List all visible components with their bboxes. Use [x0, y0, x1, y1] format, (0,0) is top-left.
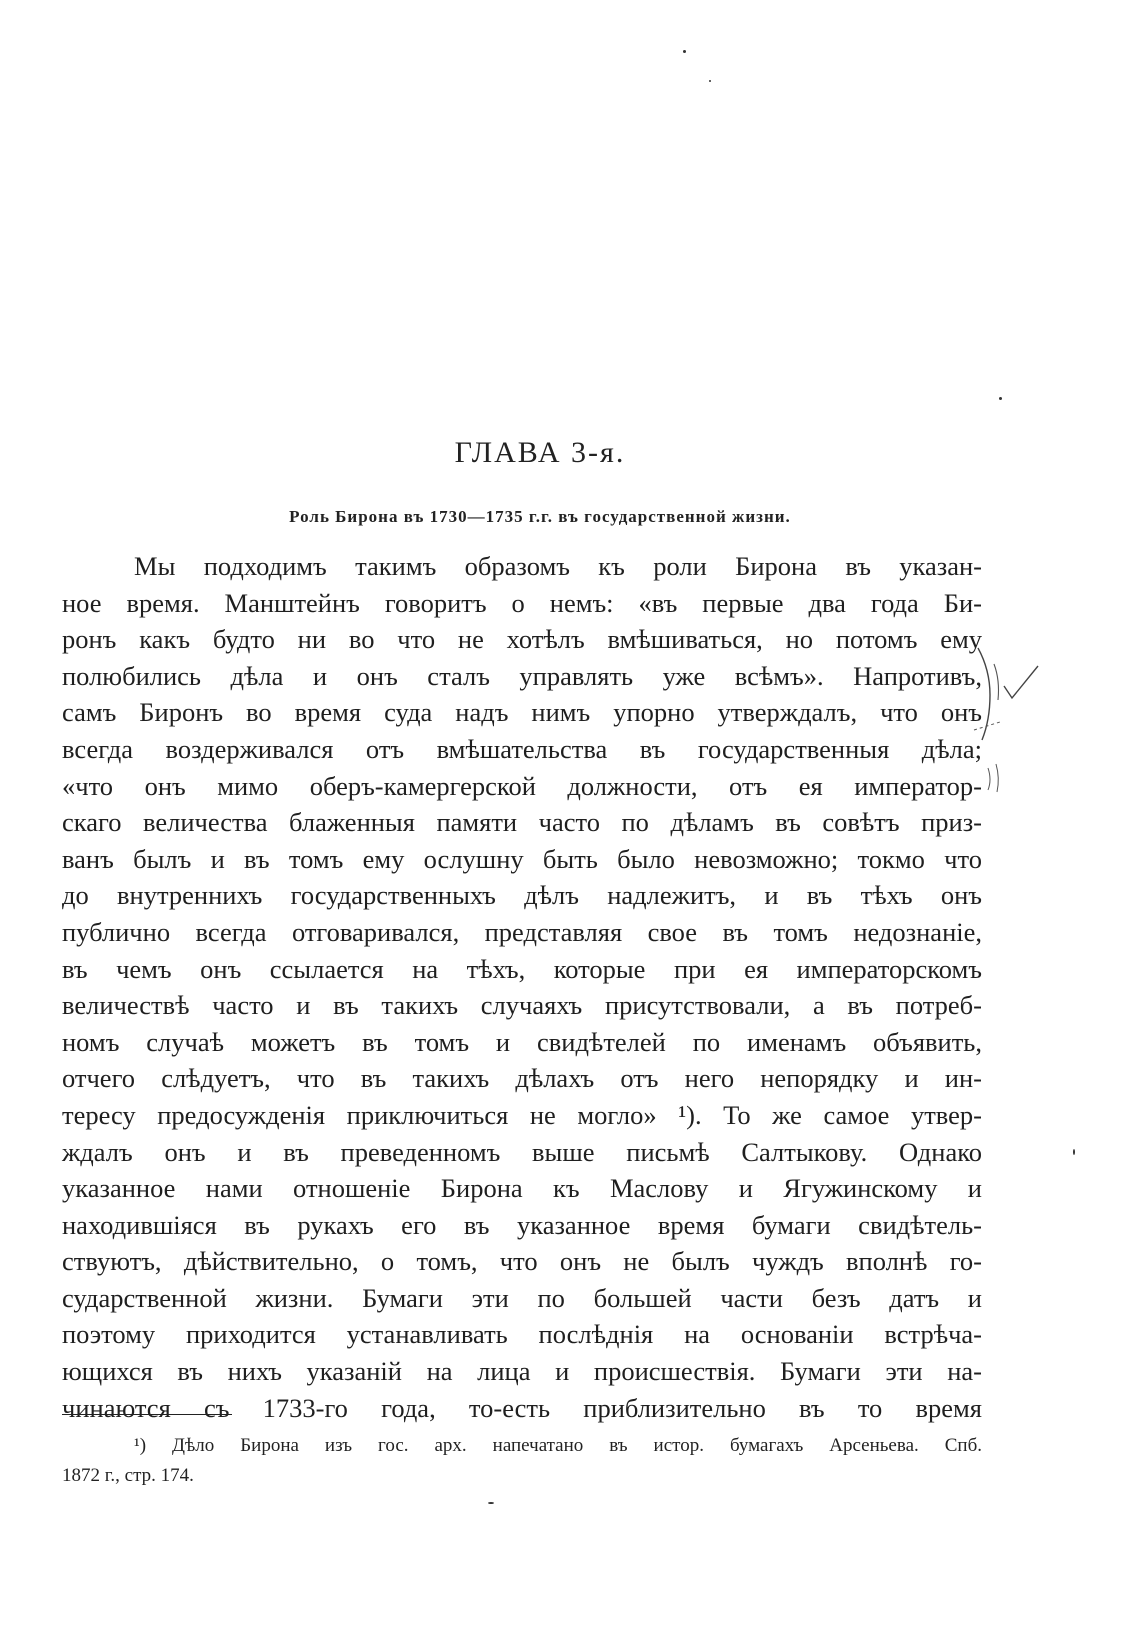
scan-speck [488, 1502, 494, 1504]
text-line: сударственной жизни. Бумаги эти по большей части безъ датъ и [62, 1282, 982, 1313]
footnote-line: 1872 г., стр. 174. [62, 1465, 194, 1486]
text-line: въ чемъ онъ ссылается на тѣхъ, которые при ея императорскомъ [62, 953, 982, 984]
footnote [62, 1431, 982, 1491]
text-line: ванъ былъ и въ томъ ему ослушну быть было невозможно; токмо что [62, 843, 982, 874]
text-line: скаго величества блаженныя памяти часто по дѣламъ въ совѣтъ приз- [62, 807, 982, 838]
text-line: публично всегда отговаривался, представляя свое въ томъ недознаніе, [62, 916, 982, 947]
text-line: всегда воздерживался отъ вмѣшательства въ государственныя дѣла; [62, 733, 982, 764]
chapter-title: ГЛАВА 3-я. [454, 436, 626, 469]
footnote-line: ¹) Дѣло Бирона изъ гос. арх. напечатано въ истор. бумагахъ Арсеньева. Спб. [134, 1435, 982, 1456]
text-line: ствуютъ, дѣйствительно, о томъ, что онъ не былъ чуждъ вполнѣ го- [62, 1246, 982, 1277]
text-line: отчего слѣдуетъ, что въ такихъ дѣлахъ отъ него непорядку и ин- [62, 1063, 982, 1094]
scan-speck [709, 80, 711, 82]
text-line: полюбились дѣла и онъ сталъ управлять уже всѣмъ». Напротивъ, [62, 660, 982, 691]
text-line: величествѣ часто и въ такихъ случаяхъ присутствовали, а въ потреб- [62, 990, 982, 1021]
scan-speck [999, 397, 1002, 400]
text-line: самъ Биронъ во время суда надъ нимъ упорно утверждалъ, что онъ [62, 697, 982, 728]
footnote-divider [62, 1414, 232, 1415]
text-line: ное время. Манштейнъ говоритъ о немъ: «въ первые два года Би- [62, 587, 982, 618]
body-paragraph [62, 548, 982, 1426]
text-line: чинаются съ 1733-го года, то-есть приблизительно въ то время [62, 1392, 982, 1423]
text-line: номъ случаѣ можетъ въ томъ и свидѣтелей по именамъ объявить, [62, 1026, 982, 1057]
text-line: ждалъ онъ и въ преведенномъ выше письмѣ Салтыкову. Однако [62, 1136, 982, 1167]
text-line: ронъ какъ будто ни во что не хотѣлъ вмѣшиваться, но потомъ ему [62, 624, 982, 655]
text-line: Мы подходимъ такимъ образомъ къ роли Бирона въ указан- [134, 551, 982, 581]
scan-speck [683, 50, 686, 53]
text-line: находившіяся въ рукахъ его въ указанное время бумаги свидѣтель- [62, 1209, 982, 1240]
chapter-subtitle: Роль Бирона въ 1730—1735 г.г. въ государственной жизни. [289, 507, 791, 526]
scan-speck [1073, 1149, 1075, 1155]
text-line: тересу предосужденія приключиться не могло» ¹). То же самое утвер- [62, 1099, 982, 1130]
margin-annotation-mark [960, 640, 1050, 800]
text-line: ющихся въ нихъ указаній на лица и происшествія. Бумаги эти на- [62, 1356, 982, 1387]
text-line: поэтому приходится устанавливать послѣднія на основаніи встрѣча- [62, 1319, 982, 1350]
text-line: указанное нами отношеніе Бирона къ Маслову и Ягужинскому и [62, 1173, 982, 1204]
text-line: до внутреннихъ государственныхъ дѣлъ надлежитъ, и въ тѣхъ онъ [62, 880, 982, 911]
text-line: «что онъ мимо оберъ-камергерской должности, отъ ея император- [62, 770, 982, 801]
